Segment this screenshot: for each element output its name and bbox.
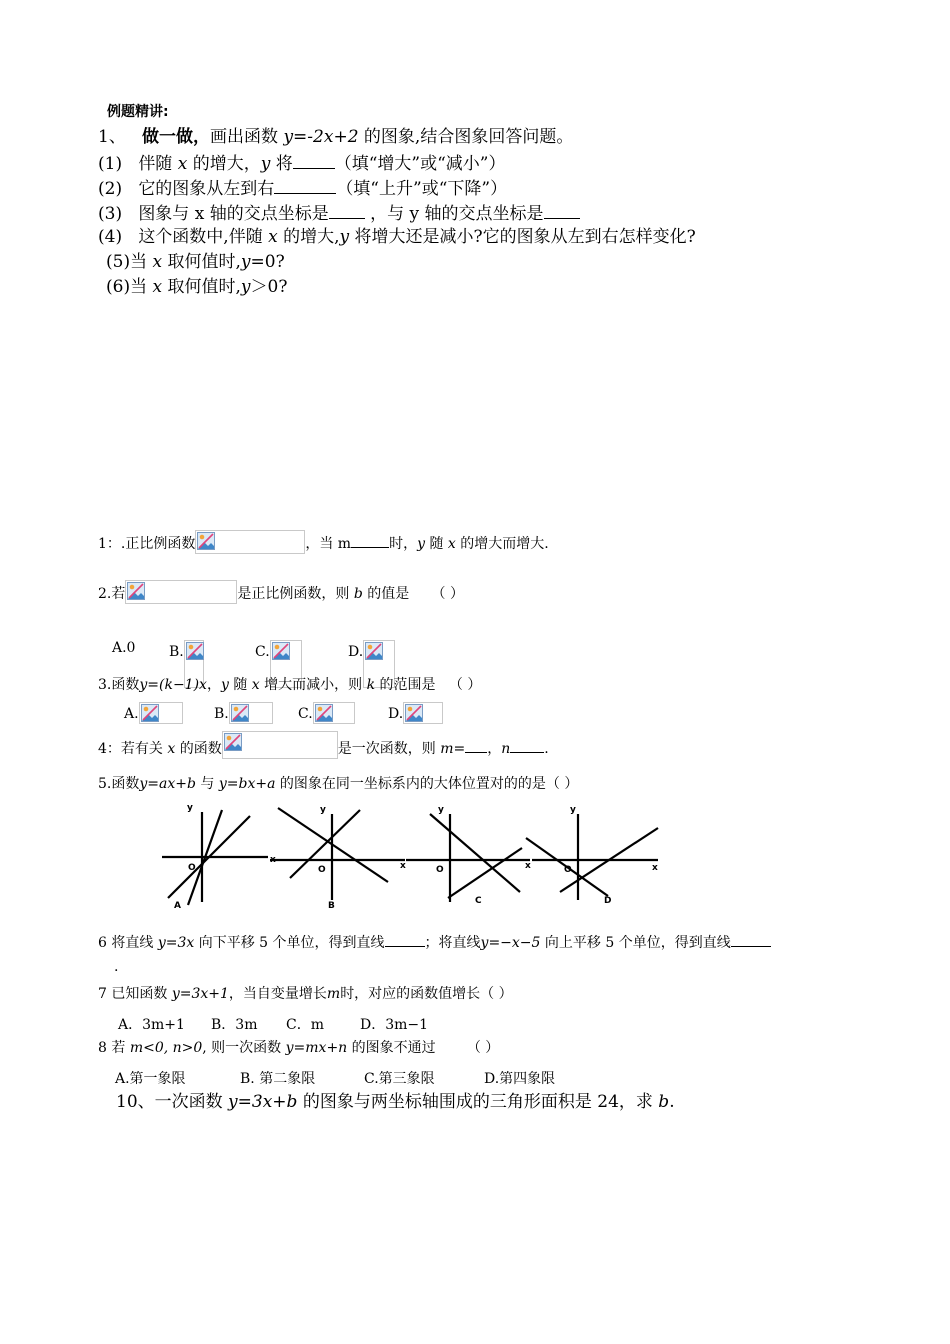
sub-text: ，与 y 轴的交点坐标是 bbox=[370, 204, 544, 224]
sub-text: 取何值时, bbox=[167, 277, 241, 297]
q1-bold-lead: 做一做， bbox=[142, 127, 211, 147]
math: y=(k−1)x bbox=[139, 677, 207, 693]
sub-text: 将增大还是减小?它的图象从左到右怎样变化? bbox=[354, 227, 696, 247]
origin-label: O bbox=[564, 865, 572, 875]
broken-image-icon bbox=[403, 702, 443, 724]
math: y=3x bbox=[157, 935, 195, 951]
e7-choice-a: A．3m+1 bbox=[118, 1017, 185, 1033]
var-y: y bbox=[240, 252, 251, 272]
e3-choice-d bbox=[388, 702, 443, 724]
text: 的值是 bbox=[367, 586, 410, 602]
sub-label: (2) bbox=[98, 179, 123, 199]
var-x: x bbox=[167, 741, 176, 757]
exercise-6-end: . bbox=[114, 959, 119, 975]
exercise-7 bbox=[98, 987, 513, 1001]
e3-choice-b bbox=[214, 702, 273, 724]
answer-paren: （ ） bbox=[466, 1040, 500, 1056]
text: 7 已知函数 bbox=[98, 986, 168, 1002]
math: y=3x+b bbox=[228, 1092, 298, 1112]
text: 随 bbox=[233, 677, 248, 693]
axis-x-label: x bbox=[525, 861, 531, 871]
text: . bbox=[544, 741, 549, 757]
graph-d bbox=[526, 814, 658, 900]
axis-x-label: x bbox=[400, 861, 406, 871]
choice-label: C. bbox=[298, 706, 313, 722]
text: 2.若 bbox=[98, 586, 126, 602]
q1-sub-1 bbox=[98, 154, 506, 173]
math: y=3x+1 bbox=[171, 986, 229, 1002]
text: 的增大而增大. bbox=[460, 536, 549, 552]
e8-choice-c: C.第三象限 bbox=[364, 1071, 435, 1087]
text: 的图象在同一坐标系内的大体位置对的的是（ ） bbox=[279, 776, 579, 792]
sub-text: 的增大， bbox=[192, 154, 261, 174]
q1-pre: 画出函数 bbox=[210, 127, 279, 147]
choice-label: D. bbox=[348, 644, 364, 660]
graph-label-a: A bbox=[174, 901, 181, 910]
e7-choice-b: B．3m bbox=[211, 1017, 258, 1033]
sub-text: 它的图象从左到右 bbox=[138, 179, 275, 199]
sub-text: 当 bbox=[130, 277, 148, 297]
math: y=mx+n bbox=[285, 1040, 348, 1056]
var-y: y bbox=[220, 677, 229, 693]
origin-label: O bbox=[188, 863, 196, 873]
q1-post: 的图象,结合图象回答问题。 bbox=[363, 127, 574, 147]
text: . bbox=[669, 1092, 675, 1112]
e7-choice-c: C．m bbox=[286, 1017, 324, 1033]
text: 向上平移 5 个单位，得到直线 bbox=[544, 935, 731, 951]
axis-x-label: x bbox=[652, 863, 658, 873]
axis-x-label: x bbox=[270, 855, 276, 865]
sub-label: (4) bbox=[98, 227, 123, 247]
var-y: y bbox=[260, 154, 271, 174]
var-x: x bbox=[177, 154, 188, 174]
text: 的函数 bbox=[179, 741, 222, 757]
q1-sub-3 bbox=[98, 204, 580, 223]
sub-text: （填“增大”或“减小”） bbox=[334, 154, 506, 174]
text: ， bbox=[487, 741, 502, 757]
broken-image-icon bbox=[229, 702, 273, 724]
text: 6 将直线 bbox=[98, 935, 154, 951]
question-1 bbox=[98, 129, 573, 146]
answer-blank[interactable] bbox=[465, 738, 487, 753]
var-x: x bbox=[251, 677, 260, 693]
text: 的图象与两坐标轴围成的三角形面积是 24，求 bbox=[302, 1092, 653, 1112]
broken-image-icon bbox=[139, 702, 183, 724]
text: ， bbox=[206, 677, 221, 693]
sub-text: ＞0? bbox=[250, 277, 288, 297]
q1-number: 1、 bbox=[98, 127, 126, 147]
text: 是正比例函数，则 bbox=[237, 586, 350, 602]
sub-text: （填“上升”或“下降”） bbox=[336, 179, 508, 199]
e8-choice-a: A.第一象限 bbox=[115, 1071, 186, 1087]
answer-paren: （ ） bbox=[431, 586, 464, 602]
var-n: n bbox=[501, 741, 511, 757]
q1-sub-6 bbox=[106, 279, 287, 296]
sub-text: 这个函数中,伴随 bbox=[138, 227, 263, 247]
var-x: x bbox=[268, 227, 278, 247]
text: 3.函数 bbox=[98, 677, 140, 693]
sub-label: (3) bbox=[98, 204, 123, 224]
choice-label: C. bbox=[255, 644, 270, 660]
answer-blank[interactable] bbox=[510, 738, 544, 753]
exercise-2 bbox=[98, 580, 464, 604]
sub-label: (1) bbox=[98, 154, 123, 174]
answer-blank[interactable] bbox=[731, 932, 771, 947]
axis-y-label: y bbox=[320, 805, 326, 815]
math: m<0, n>0 bbox=[129, 1040, 203, 1056]
sub-text: 的增大, bbox=[283, 227, 340, 247]
text: 1：.正比例函数 bbox=[98, 536, 196, 552]
math: y=−x−5 bbox=[480, 935, 541, 951]
text: 时， bbox=[389, 536, 418, 552]
text: 10、一次函数 bbox=[116, 1092, 223, 1112]
graph-c bbox=[406, 814, 530, 902]
origin-label: O bbox=[436, 865, 444, 875]
text: = bbox=[453, 741, 466, 757]
sub-text: 取何值时, bbox=[167, 252, 241, 272]
graph-label-d: D bbox=[604, 896, 612, 906]
exercise-10 bbox=[116, 1094, 675, 1111]
sub-text: 图象与 x 轴的交点坐标是 bbox=[138, 204, 329, 224]
exercise-4 bbox=[98, 731, 549, 759]
sub-text: =0? bbox=[250, 252, 285, 272]
var-x: x bbox=[152, 277, 163, 297]
exercise-6 bbox=[98, 932, 771, 950]
var-k: k bbox=[366, 677, 376, 693]
text: 是一次函数，则 bbox=[337, 741, 436, 757]
var-b: b bbox=[353, 586, 363, 602]
text: , 则一次函数 bbox=[202, 1040, 282, 1056]
function-graphs bbox=[160, 800, 680, 910]
text: ；将直线 bbox=[424, 935, 481, 951]
var-y: y bbox=[339, 227, 350, 247]
e8-choice-b: B. 第二象限 bbox=[240, 1071, 316, 1087]
math: y=bx+a bbox=[218, 776, 276, 792]
text: 向下平移 5 个单位，得到直线 bbox=[198, 935, 385, 951]
answer-blank[interactable] bbox=[274, 179, 336, 194]
var-x: x bbox=[152, 252, 163, 272]
exercise-8 bbox=[98, 1041, 499, 1055]
text: 4：若有关 bbox=[98, 741, 163, 757]
choice-label: D. bbox=[388, 706, 404, 722]
exercise-1 bbox=[98, 530, 549, 554]
answer-blank[interactable] bbox=[293, 154, 335, 169]
answer-blank[interactable] bbox=[385, 932, 425, 947]
text: ，当自变量增长 bbox=[228, 986, 327, 1002]
axis-y-label: y bbox=[187, 803, 193, 813]
broken-image-icon bbox=[195, 530, 305, 554]
sub-text: 将 bbox=[275, 154, 293, 174]
section-heading: 例题精讲: bbox=[107, 104, 169, 120]
e2-choice-a: A.0 bbox=[112, 640, 136, 656]
sub-label: (5) bbox=[106, 252, 131, 272]
q1-sub-5 bbox=[106, 254, 285, 271]
var-m: m bbox=[326, 986, 341, 1002]
math: y=ax+b bbox=[139, 776, 196, 792]
var-b: b bbox=[658, 1092, 670, 1112]
text: 的范围是 bbox=[379, 677, 436, 693]
exercise-3 bbox=[98, 678, 481, 692]
sub-text: 当 bbox=[130, 252, 148, 272]
exercise-5 bbox=[98, 777, 578, 791]
e3-choice-a bbox=[124, 702, 183, 724]
q1-sub-2 bbox=[98, 179, 507, 198]
text: 时，对应的函数值增长（ ） bbox=[340, 986, 513, 1002]
answer-blank[interactable] bbox=[351, 533, 389, 548]
broken-image-icon bbox=[125, 580, 237, 604]
sub-label: (6) bbox=[106, 277, 131, 297]
answer-blank[interactable] bbox=[329, 204, 365, 219]
graph-b bbox=[270, 808, 405, 900]
answer-blank[interactable] bbox=[544, 204, 580, 219]
axis-y-label: y bbox=[570, 805, 576, 815]
graph-a bbox=[162, 810, 268, 905]
e8-choice-d: D.第四象限 bbox=[484, 1071, 556, 1087]
axis-y-label: y bbox=[438, 805, 444, 815]
q1-sub-4 bbox=[98, 229, 696, 246]
broken-image-icon bbox=[222, 731, 338, 759]
sub-text: 伴随 bbox=[138, 154, 173, 174]
choice-label: A. bbox=[124, 706, 139, 722]
e3-choice-c bbox=[298, 702, 355, 724]
text: 5.函数 bbox=[98, 776, 140, 792]
var-m: m bbox=[440, 741, 454, 757]
q1-func: y=-2x+2 bbox=[283, 127, 359, 147]
var-y: y bbox=[417, 536, 426, 552]
text: ，当 m bbox=[305, 536, 352, 552]
text: 与 bbox=[200, 776, 215, 792]
choice-label: B. bbox=[214, 706, 229, 722]
graph-label-c: C bbox=[475, 896, 482, 906]
broken-image-icon bbox=[313, 702, 355, 724]
text: 随 bbox=[429, 536, 444, 552]
graph-label-b: B bbox=[328, 901, 335, 910]
var-x: x bbox=[447, 536, 456, 552]
var-y: y bbox=[240, 277, 251, 297]
text: 的图象不通过 bbox=[351, 1040, 436, 1056]
answer-paren: （ ） bbox=[448, 677, 482, 693]
origin-label: O bbox=[318, 865, 326, 875]
text: 8 若 bbox=[98, 1040, 126, 1056]
text: 增大而减小，则 bbox=[264, 677, 363, 693]
choice-label: B. bbox=[169, 644, 184, 660]
e7-choice-d: D．3m−1 bbox=[360, 1017, 429, 1033]
